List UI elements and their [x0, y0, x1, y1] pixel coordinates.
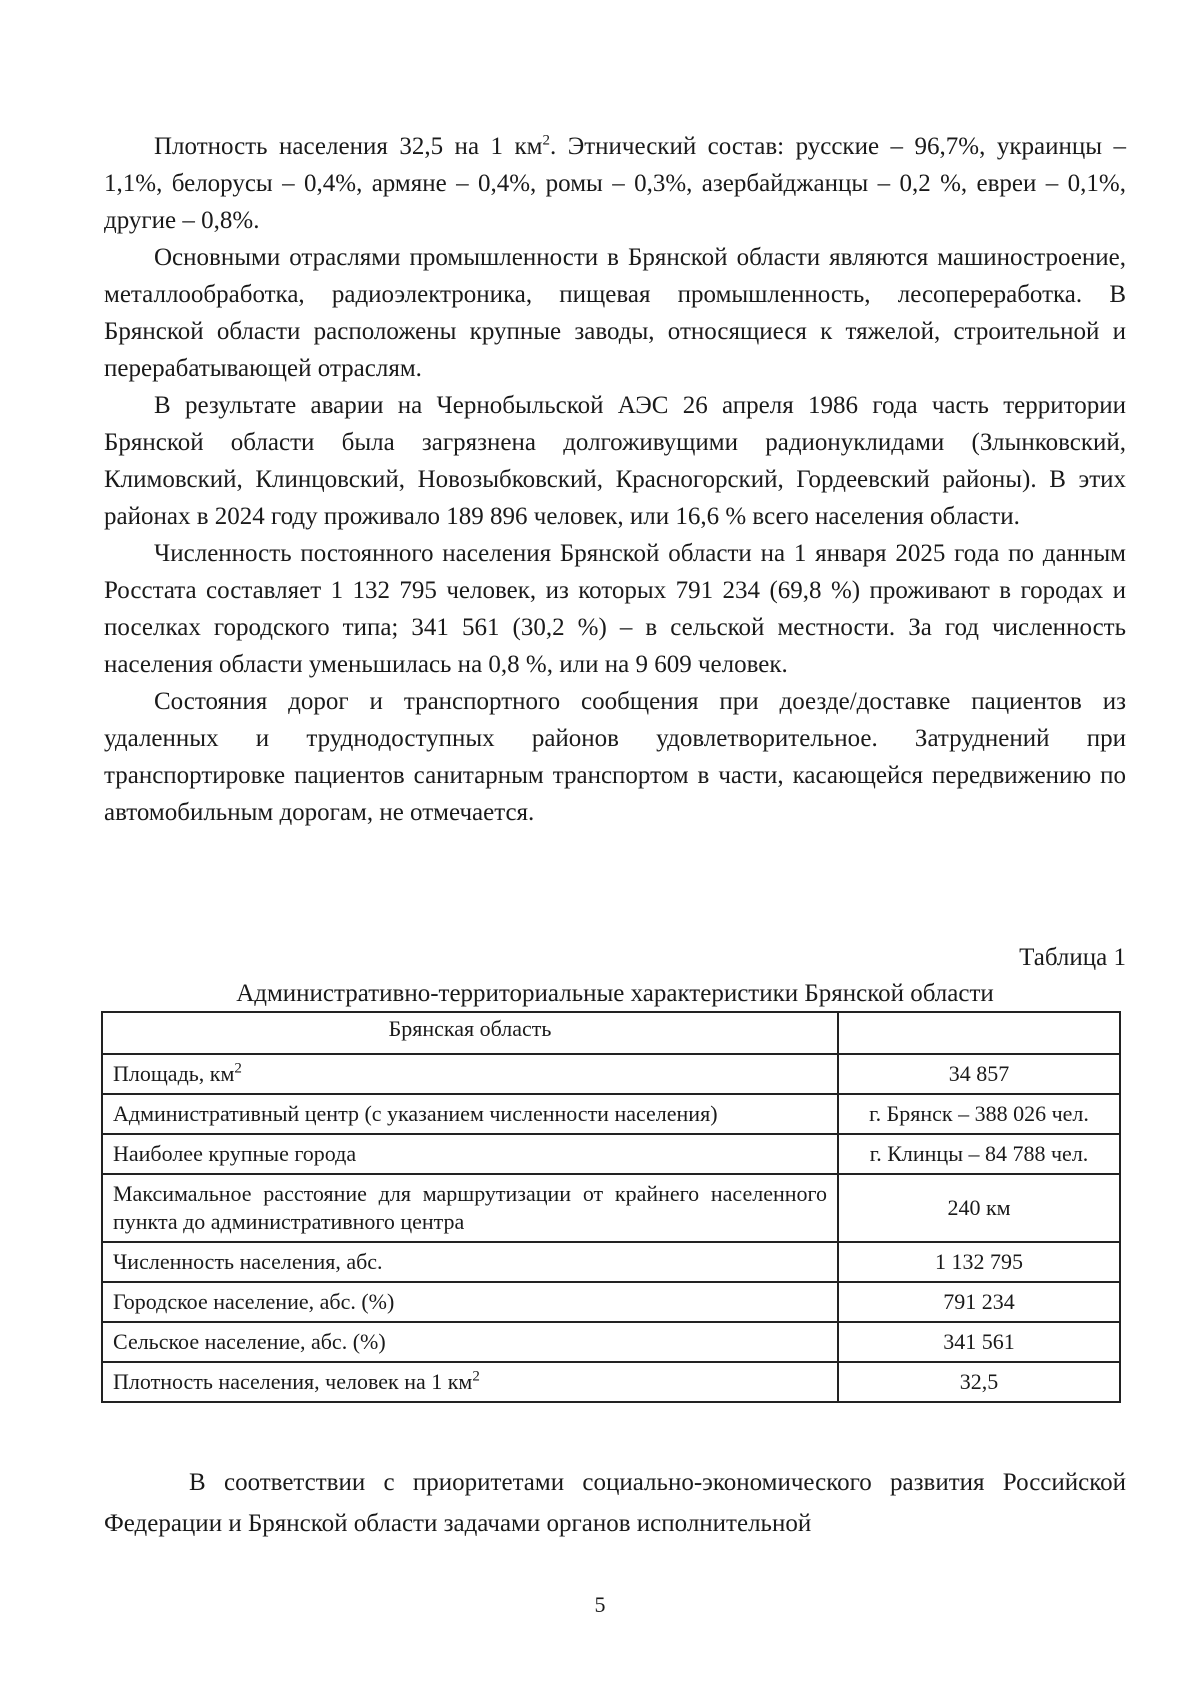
- table-cell-label: Сельское население, абс. (%): [102, 1322, 838, 1362]
- paragraph-roads: Состояния дорог и транспортного сообщения при доезде/доставке пациентов из удаленных и труднодоступных районов удовлетворительное. Затруднений при транспортировке пациентов санитарным транспортом в части, касающейся передвижению по автомобильным дорогам, не отмечается.: [104, 688, 1126, 826]
- superscript: 2: [542, 132, 550, 149]
- closing-text: [104, 1462, 1126, 1544]
- characteristics-table: [101, 1011, 1121, 1403]
- superscript: 2: [234, 1060, 242, 1077]
- paragraph-population-count: Численность постоянного населения Брянской области на 1 января 2025 года по данным Росстата составляет 1 132 795 человек, из которых 791 234 (69,8 %) проживают в городах и поселках городского типа; 341 561 (30,2 %) – в сельской местности. За год численность населения области уменьшилась на 0,8 %, или на 9 609 человек.: [104, 540, 1126, 678]
- table-header-row: [102, 1012, 1120, 1054]
- table-cell-label: Максимальное расстояние для маршрутизации от крайнего населенного пункта до административного центра: [102, 1174, 838, 1242]
- table-cell-label: [102, 1362, 838, 1402]
- table-cell-value: 341 561: [838, 1322, 1120, 1362]
- label-text: Площадь, км: [113, 1061, 235, 1086]
- table-cell-label: Численность населения, абс.: [102, 1242, 838, 1282]
- table-row: [102, 1094, 1120, 1134]
- body-text: [104, 128, 1126, 831]
- table-row: [102, 1134, 1120, 1174]
- table-header-label: Брянская область: [102, 1012, 838, 1054]
- table-cell-value: г. Клинцы – 84 788 чел.: [838, 1134, 1120, 1174]
- superscript: 2: [472, 1368, 480, 1385]
- paragraph-closing: В соответствии с приоритетами социально-экономического развития Российской Федерации и Брянской области задачами органов исполнительной: [104, 1469, 1126, 1537]
- table-cell-label: Административный центр (с указанием численности населения): [102, 1094, 838, 1134]
- table-cell-value: 1 132 795: [838, 1242, 1120, 1282]
- table-caption: Таблица 1: [1019, 944, 1126, 971]
- paragraph-text: . Этнический состав: русские – 96,7%, украинцы – 1,1%, белорусы – 0,4%, армяне – 0,4%, ромы – 0,3%, азербайджанцы – 0,2 %, евреи – 0,1%, другие – 0,8%.: [104, 133, 1126, 234]
- table-cell-value: 34 857: [838, 1054, 1120, 1094]
- table-row: [102, 1362, 1120, 1402]
- paragraph-chernobyl: В результате аварии на Чернобыльской АЭС 26 апреля 1986 года часть территории Брянской области была загрязнена долгоживущими радионуклидами (Злынковский, Климовский, Клинцовский, Новозыбковский, Красногорский, Гордеевский районы). В этих районах в 2024 году проживало 189 896 человек, или 16,6 % всего населения области.: [104, 392, 1126, 530]
- table-row: [102, 1282, 1120, 1322]
- table-row: [102, 1242, 1120, 1282]
- table-row: [102, 1322, 1120, 1362]
- paragraph-industry: Основными отраслями промышленности в Брянской области являются машиностроение, металлообработка, радиоэлектроника, пищевая промышленность, лесопереработка. В Брянской области расположены крупные заводы, относящиеся к тяжелой, строительной и перерабатывающей отраслям.: [104, 244, 1126, 382]
- table-cell-label: [102, 1054, 838, 1094]
- table-cell-label: Наиболее крупные города: [102, 1134, 838, 1174]
- table-cell-value: 240 км: [838, 1174, 1120, 1242]
- table-cell-value: г. Брянск – 388 026 чел.: [838, 1094, 1120, 1134]
- paragraph-text: Плотность населения 32,5 на 1 км: [154, 133, 543, 160]
- table-cell-label: Городское население, абс. (%): [102, 1282, 838, 1322]
- table-row: [102, 1054, 1120, 1094]
- label-text: Плотность населения, человек на 1 км: [113, 1369, 473, 1394]
- table-title: Административно-территориальные характеристики Брянской области: [236, 980, 994, 1007]
- paragraph-population-density: [104, 128, 1126, 239]
- table-cell-value: 32,5: [838, 1362, 1120, 1402]
- table-header-value: [838, 1012, 1120, 1054]
- table-cell-value: 791 234: [838, 1282, 1120, 1322]
- table-row: [102, 1174, 1120, 1242]
- page-number: 5: [594, 1592, 606, 1617]
